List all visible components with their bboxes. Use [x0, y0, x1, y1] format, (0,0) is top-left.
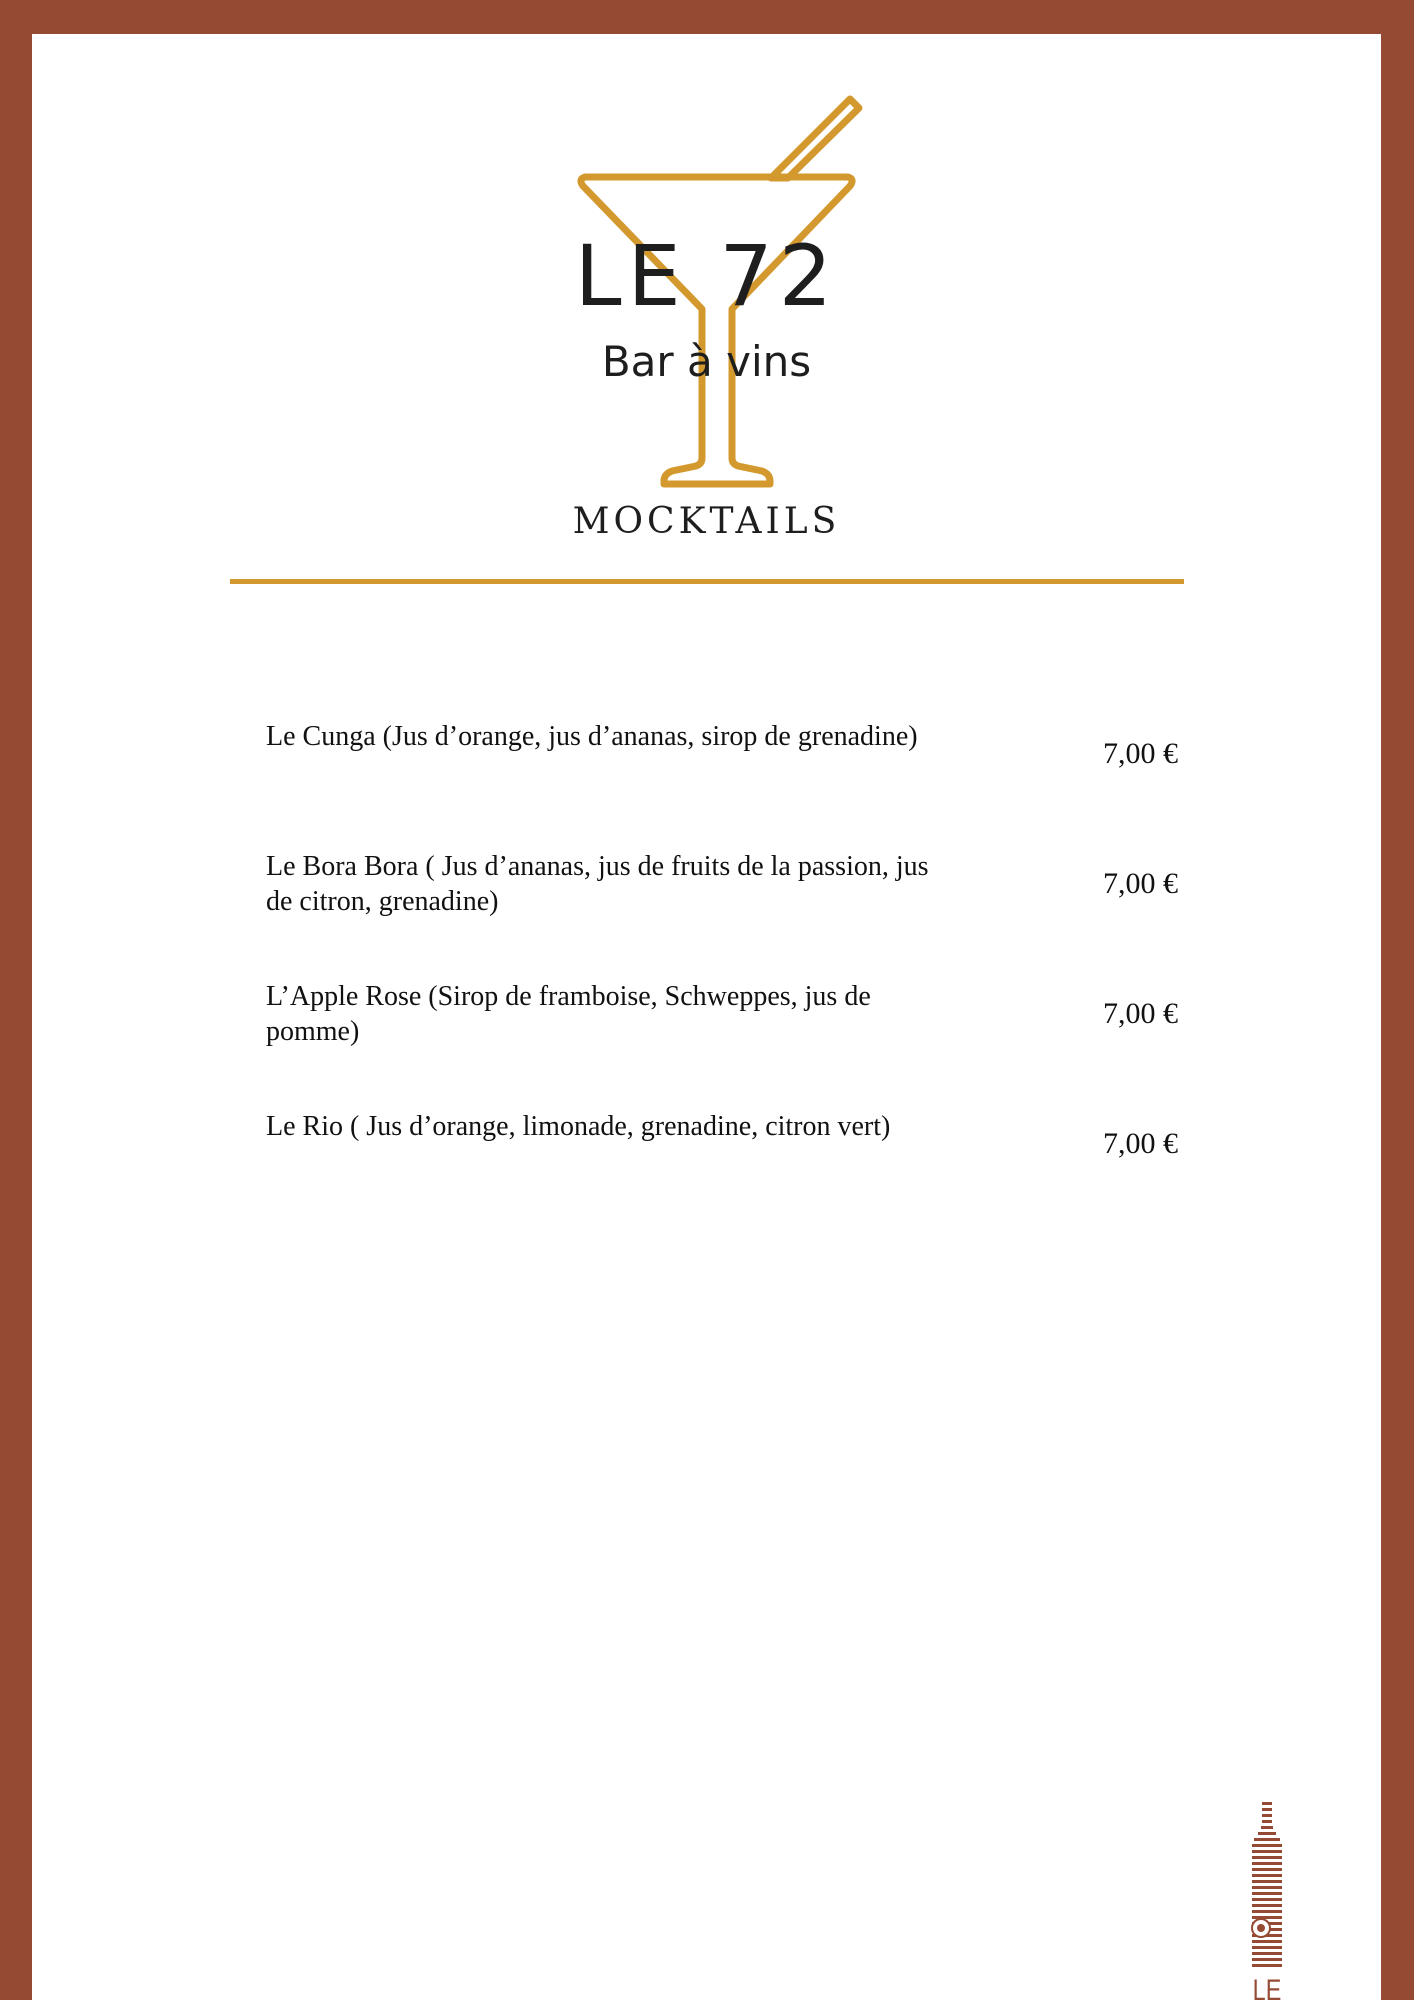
menu-item-price: 7,00 € — [1103, 737, 1178, 770]
menu-item-price: 7,00 € — [1103, 867, 1178, 900]
menu-page — [32, 34, 1381, 2000]
menu-item — [266, 849, 1178, 929]
menu-item-name: Le Rio ( Jus d’orange, limonade, grenadine, citron vert) — [266, 1111, 891, 1142]
menu-item — [266, 979, 1178, 1059]
section-divider — [230, 579, 1184, 584]
menu-item-price: 7,00 € — [1103, 997, 1178, 1030]
logo-name: LE — [1252, 1974, 1282, 2000]
menu-item — [266, 719, 1178, 799]
menu-item-name: Le Bora Bora ( Jus d’ananas, jus de fruits de la passion, jus de citron, grenadine) — [266, 851, 929, 917]
brand-logo — [1228, 1796, 1306, 2000]
menu-item — [266, 1109, 1178, 1189]
menu-item-name: Le Cunga (Jus d’orange, jus d’ananas, sirop de grenadine) — [266, 721, 918, 752]
brand-subtitle: Bar à vins — [601, 337, 812, 386]
wine-bottle-icon — [1228, 1796, 1306, 1972]
menu-item-name: L’Apple Rose (Sirop de framboise, Schweppes, jus de pomme) — [266, 981, 871, 1047]
brand-title: LE 72 — [574, 227, 839, 325]
menu-item-price: 7,00 € — [1103, 1127, 1178, 1160]
section-title: MOCKTAILS — [572, 501, 841, 542]
